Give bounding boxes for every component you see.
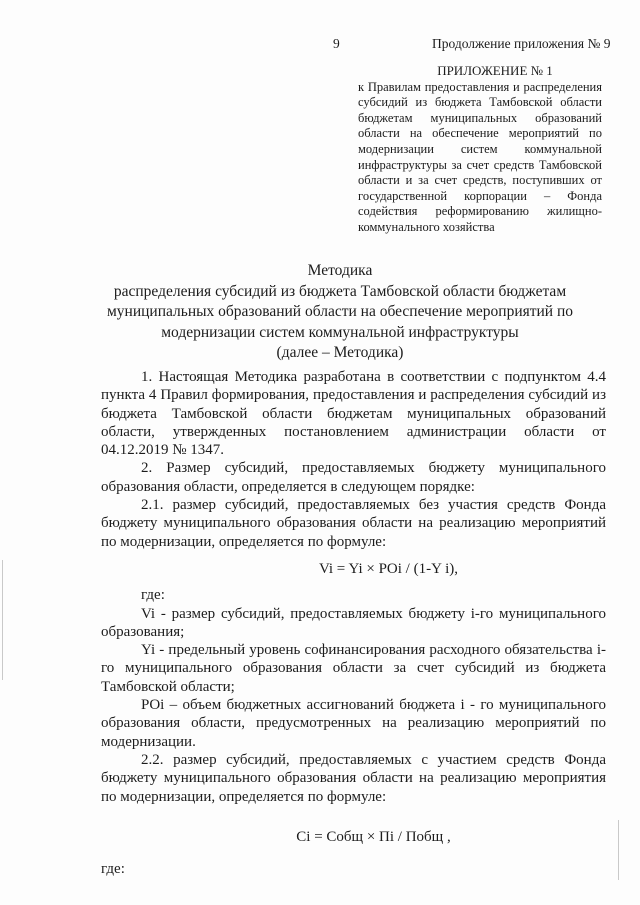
title-line-4: модернизации систем коммунальной инфраструктуры [161, 323, 519, 341]
page-number: 9 [333, 36, 340, 51]
document-title [60, 261, 620, 364]
formula-1: Vi = Yi × POi / (1-Y i), [318, 560, 459, 577]
where-label-2: где: [101, 861, 125, 878]
document-body [101, 368, 606, 878]
definition-v: Vi - размер субсидий, предоставляемых бюджету i-го муниципального образования; [101, 605, 606, 640]
page-header [0, 36, 640, 56]
appendix-block [358, 63, 602, 236]
where-label-1: где: [141, 587, 165, 604]
title-line-1: Методика [307, 262, 373, 279]
scan-artifact-left [2, 560, 3, 680]
appendix-title: ПРИЛОЖЕНИЕ № 1 [437, 63, 553, 78]
appendix-text: к Правилам предоставления и распределения субсидий из бюджета Тамбовской области бюджетам муниципальных образований области на обеспечение мероприятий по модернизации систем коммунальной инфраструктуры за счет средств Тамбовской области и за счет средств, поступивших от государственной корпорации – Фонда содействия реформированию жилищно-коммунального хозяйства [358, 79, 602, 234]
paragraph-1: 1. Настоящая Методика разработана в соответствии с подпунктом 4.4 пункта 4 Правил формирования, предоставления и распределения субсидий из бюджета Тамбовской области бюджетам муниципальных образований области, утвержденных постановлением администрации области от 04.12.2019 № 1347. [101, 369, 606, 459]
scan-artifact-right [618, 820, 619, 880]
continuation-label: Продолжение приложения № 9 [432, 36, 611, 51]
paragraph-2-1: 2.1. размер субсидий, предоставляемых без участия средств Фонда бюджету муниципального образования области на реализацию мероприятий по модернизации, определяется по формуле: [101, 497, 606, 550]
paragraph-2: 2. Размер субсидий, предоставляемых бюджету муниципального образования области, определяется в следующем порядке: [101, 460, 606, 495]
definition-po: POi – объем бюджетных ассигнований бюджета i - го муниципального образования области, предусмотренных на реализацию мероприятий по модернизации. [101, 697, 606, 750]
paragraph-2-2: 2.2. размер субсидий, предоставляемых с участием средств Фонда бюджету муниципального образования области на реализацию мероприятия по модернизации, определяется по формуле: [101, 751, 606, 805]
definition-y: Yi - предельный уровень софинансирования расходного обязательства i-го муниципального образования области за счет субсидий из бюджета Тамбовской области; [101, 642, 606, 695]
formula-2: Ci = Cобщ × Пi / Побщ , [296, 828, 451, 845]
title-line-2: распределения субсидий из бюджета Тамбовской области бюджетам [113, 282, 567, 300]
title-line-5: (далее – Методика) [276, 344, 404, 361]
title-line-3: муниципальных образований области на обеспечение мероприятий по [106, 303, 574, 320]
